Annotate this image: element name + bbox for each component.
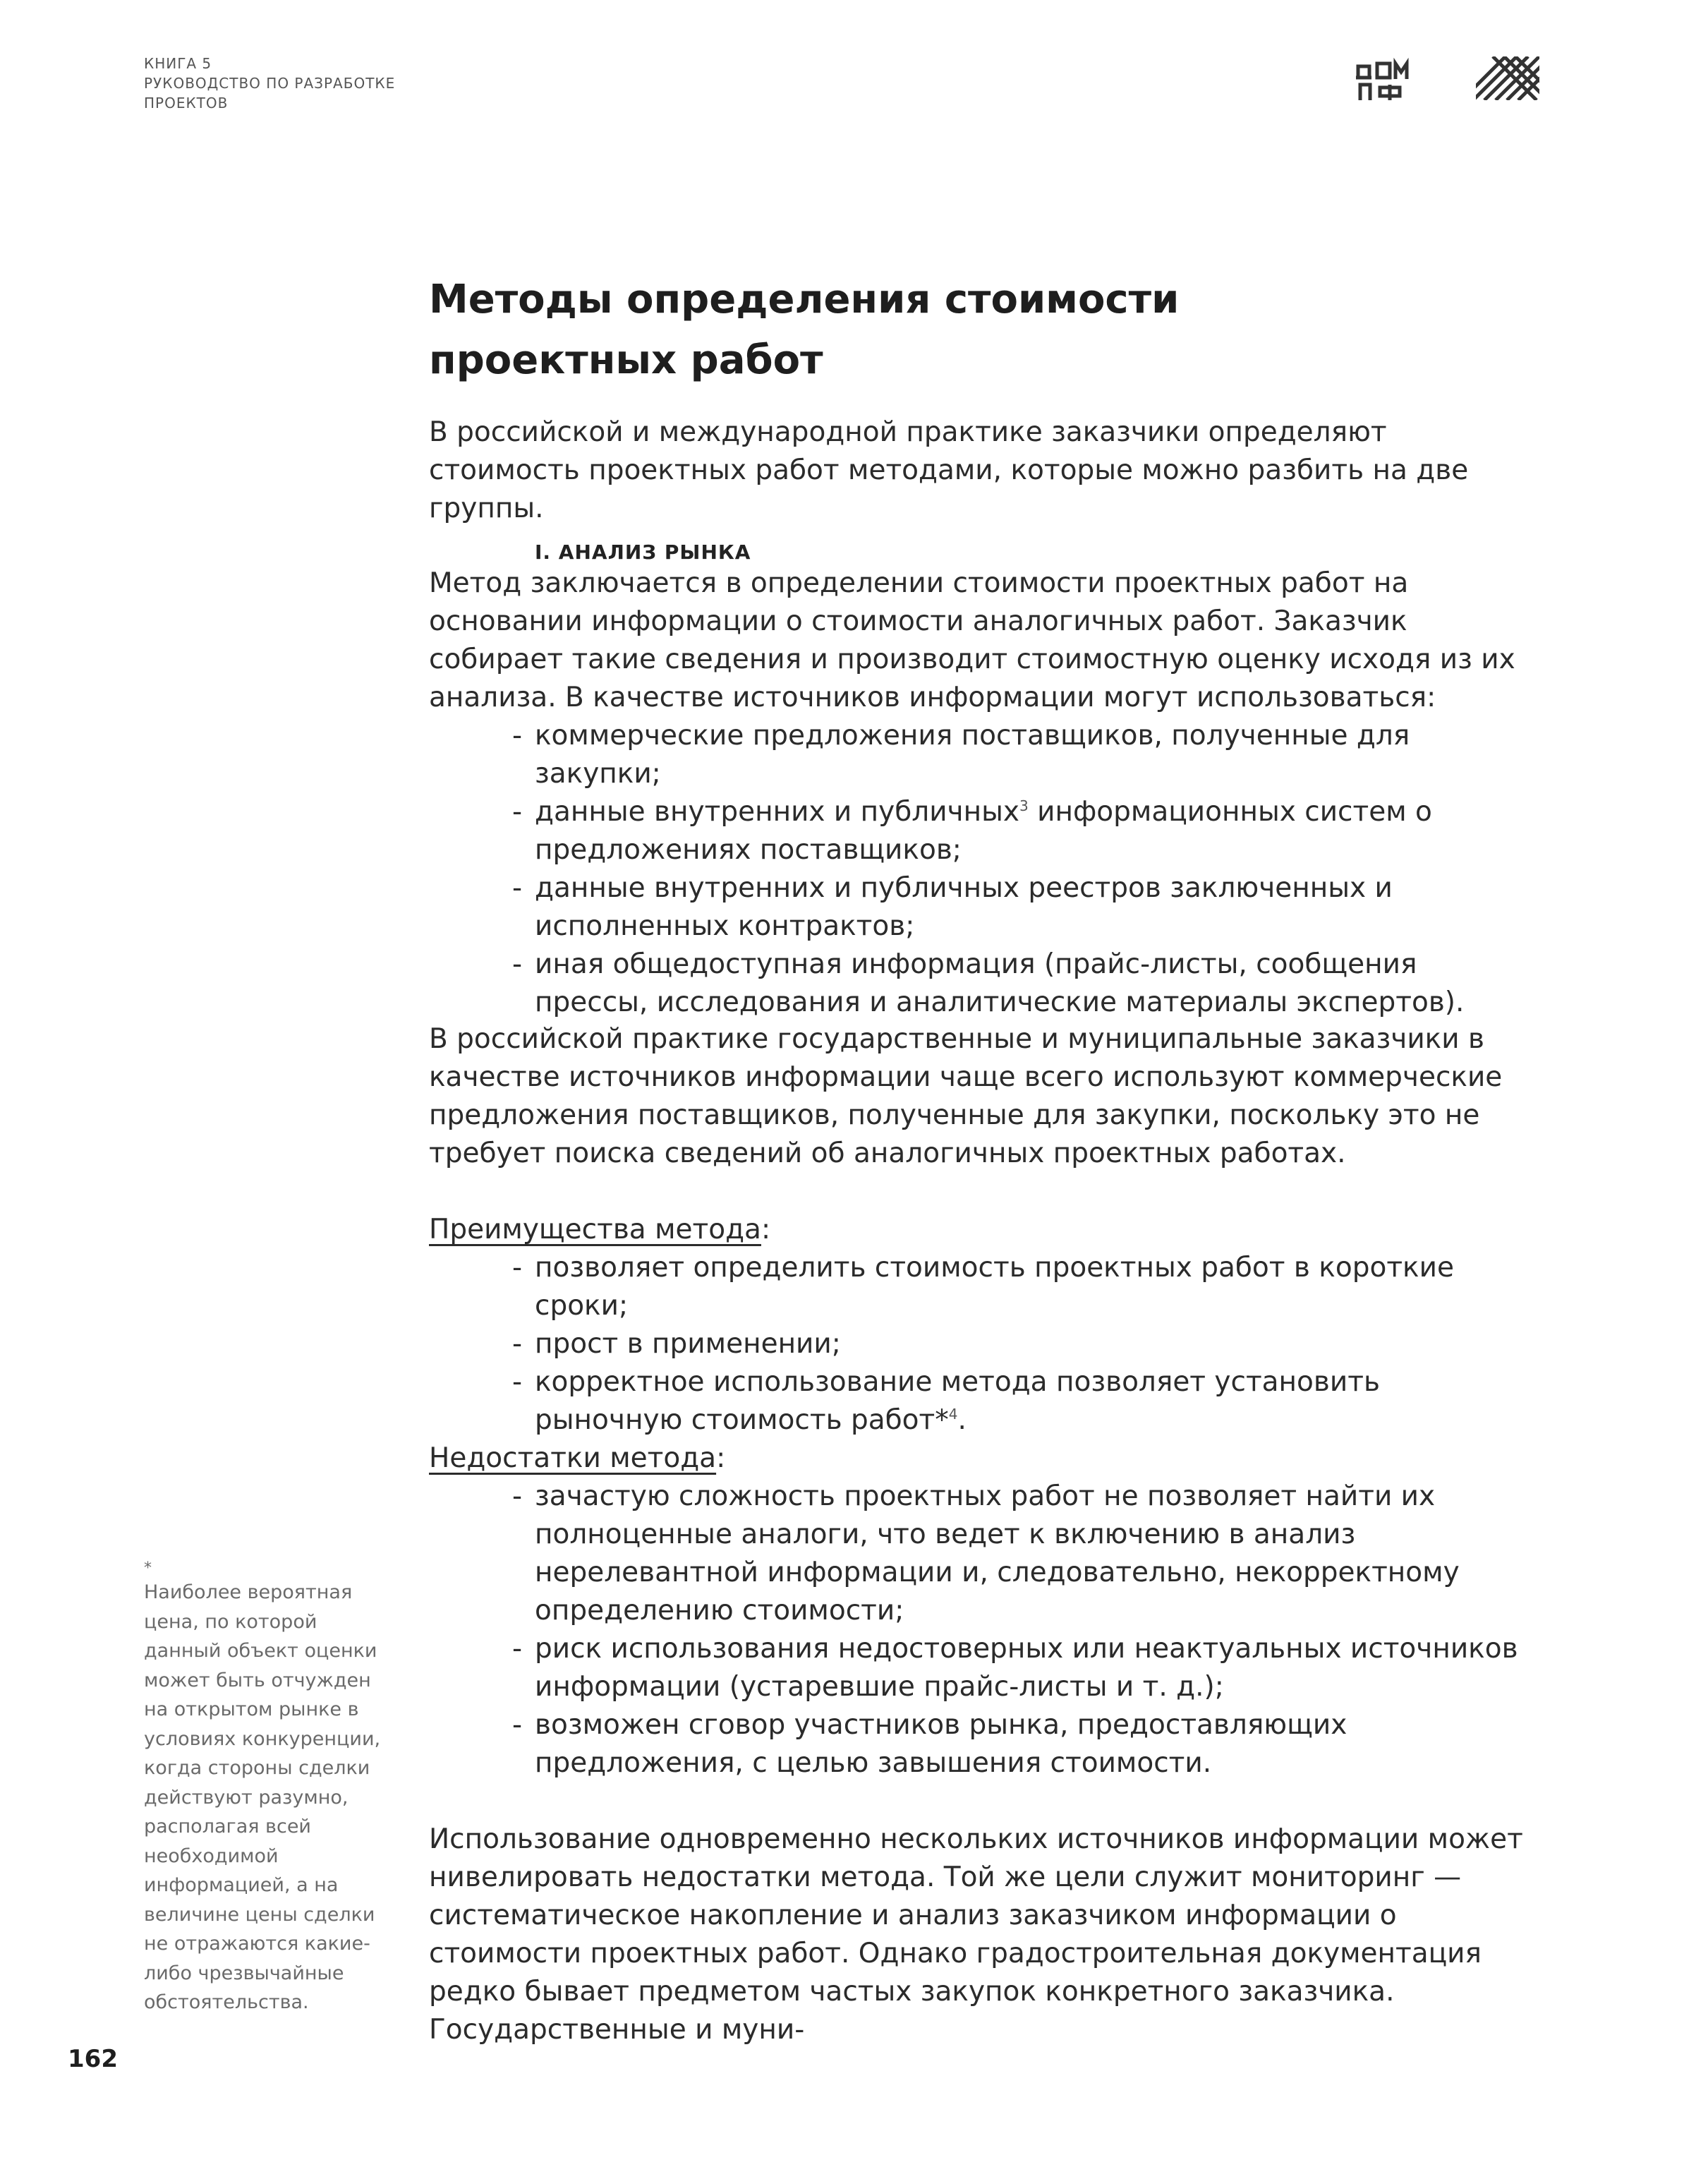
list-item: - данные внутренних и публичных$^3$ информационных систем о предложениях поставщиков; <box>429 793 1530 869</box>
list-item: - корректное использование метода позволяет установить рыночную стоимость работ*$^4$. <box>429 1363 1530 1439</box>
disadvantages-heading: Недостатки метода: <box>429 1442 726 1474</box>
footnote-ref: 4 <box>948 1406 958 1423</box>
disadvantages-block <box>429 1439 1530 1782</box>
sources-list <box>429 717 1530 1022</box>
section-heading-market-analysis: I. АНАЛИЗ РЫНКА <box>535 541 751 564</box>
footnote-ref: 3 <box>1019 797 1029 814</box>
final-paragraph: Использование одновременно нескольких источников информации может нивелировать недостатки метода. Той же цели служит мониторинг — систематическое накопление и анализ заказчиком информации о стоимости проектных работ. Однако градостроительная документация редко бывает предметом частых закупок конкретного заказчика. Государственные и муни- <box>429 1823 1523 2046</box>
title-line-2: проектных работ <box>429 337 823 383</box>
title-line-1: Методы определения стоимости <box>429 277 1180 322</box>
practice-paragraph: В российской практике государственные и муниципальные заказчики в качестве источников информации чаще всего используют коммерческие предложения поставщиков, полученные для закупки, поскольку это не требует поиска сведений об аналогичных проектных работах. <box>429 1023 1503 1169</box>
list-item: - риск использования недостоверных или неактуальных источников информации (устаревшие прайс-листы и т. д.); <box>429 1630 1530 1706</box>
advantages-list <box>429 1249 1530 1439</box>
sidenote-text: Наиболее вероятная цена, по которой данный объект оценки может быть отчужден на открытом рынке в условиях конкуренции, когда стороны сделки действуют разумно, располагая всей необходимой информацией, а на величине цены сделки не отражаются какие-либо чрезвычайные обстоятельства. <box>144 1581 381 2013</box>
advantages-heading: Преимущества метода: <box>429 1214 771 1245</box>
intro-paragraph: В российской и международной практике заказчики определяют стоимость проектных работ методами, которые можно разбить на две группы. <box>429 416 1469 524</box>
list-item: - позволяет определить стоимость проектных работ в короткие сроки; <box>429 1249 1530 1325</box>
disadvantages-list <box>429 1478 1530 1782</box>
market-analysis-block <box>429 565 1530 1022</box>
advantages-block <box>429 1211 1530 1439</box>
page-number: 162 <box>68 2045 118 2073</box>
sidenote-marker: * <box>144 1559 152 1577</box>
dom-rf-logo-icon <box>1356 56 1412 103</box>
list-item: - иная общедоступная информация (прайс-листы, сообщения прессы, исследования и аналитические материалы экспертов). <box>429 946 1530 1022</box>
list-item: - коммерческие предложения поставщиков, полученные для закупки; <box>429 717 1530 793</box>
page-title <box>429 270 1417 391</box>
list-item: - данные внутренних и публичных реестров заключенных и исполненных контрактов; <box>429 869 1530 946</box>
sidenote <box>144 1559 391 2017</box>
running-header <box>144 54 395 113</box>
header-guide: РУКОВОДСТВО ПО РАЗРАБОТКЕ <box>144 75 396 92</box>
list-item: - зачастую сложность проектных работ не позволяет найти их полноценные аналоги, что ведет к включению в анализ нерелевантной информации и, следовательно, некорректному определению стоимости; <box>429 1478 1530 1630</box>
list-item: - прост в применении; <box>429 1325 1530 1363</box>
header-projects: ПРОЕКТОВ <box>144 95 229 111</box>
list-item: - возможен сговор участников рынка, предоставляющих предложения, с целью завышения стоимости. <box>429 1706 1530 1782</box>
header-book: КНИГА 5 <box>144 55 212 72</box>
market-analysis-paragraph: Метод заключается в определении стоимости проектных работ на основании информации о стоимости аналогичных работ. Заказчик собирает такие сведения и производит стоимостную оценку исходя из их анализа. В качестве источников информации могут использоваться: <box>429 567 1515 713</box>
diagonal-pattern-icon <box>1476 56 1539 100</box>
